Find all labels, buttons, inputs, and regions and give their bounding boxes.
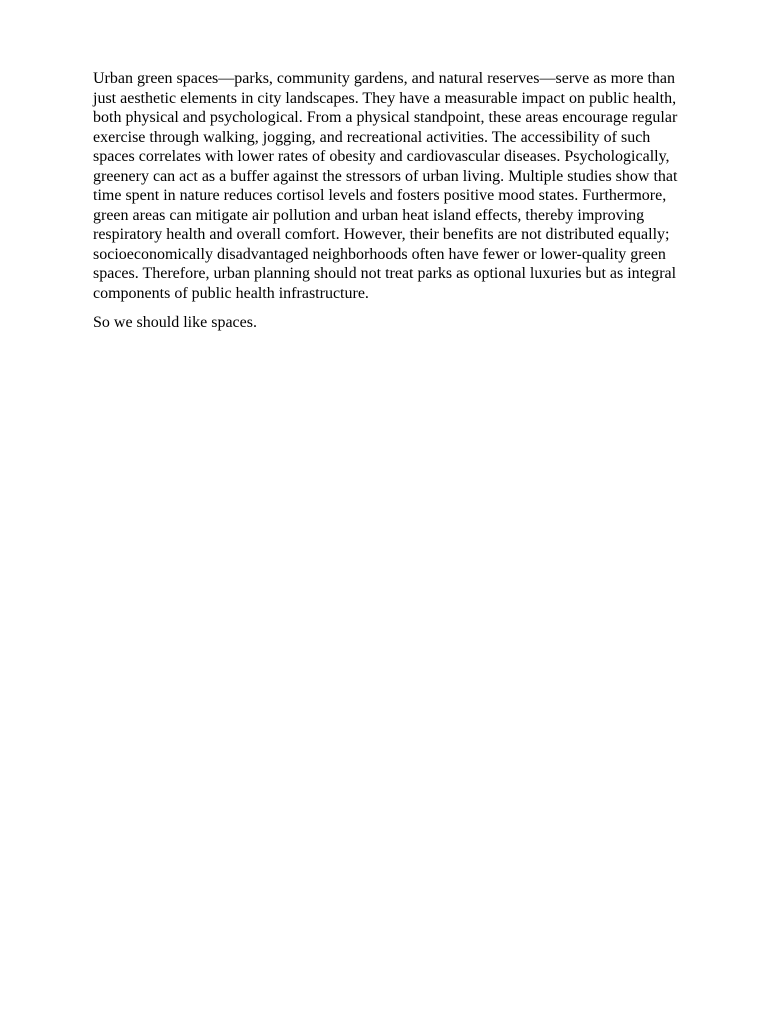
paragraph-main: Urban green spaces—parks, community gardens, and natural reserves—serve as more than just aesthetic elements in city landscapes. They have a measurable impact on public health, both physical and psychological. From a physical standpoint, these areas encourage regular exercise through walking, jogging, and recreational activities. The accessibility of such spaces correlates with lower rates of obesity and cardiovascular diseases. Psychologically, greenery can act as a buffer against the stressors of urban living. Multiple studies show that time spent in nature reduces cortisol levels and fosters positive mood states. Furthermore, green areas can mitigate air pollution and urban heat island effects, thereby improving respiratory health and overall comfort. However, their benefits are not distributed equally; socioeconomically disadvantaged neighborhoods often have fewer or lower-quality green spaces. Therefore, urban planning should not treat parks as optional luxuries but as integral components of public health infrastructure.: [93, 70, 678, 302]
paragraph-conclusion: So we should like spaces.: [93, 314, 257, 331]
document-body: [93, 69, 695, 333]
